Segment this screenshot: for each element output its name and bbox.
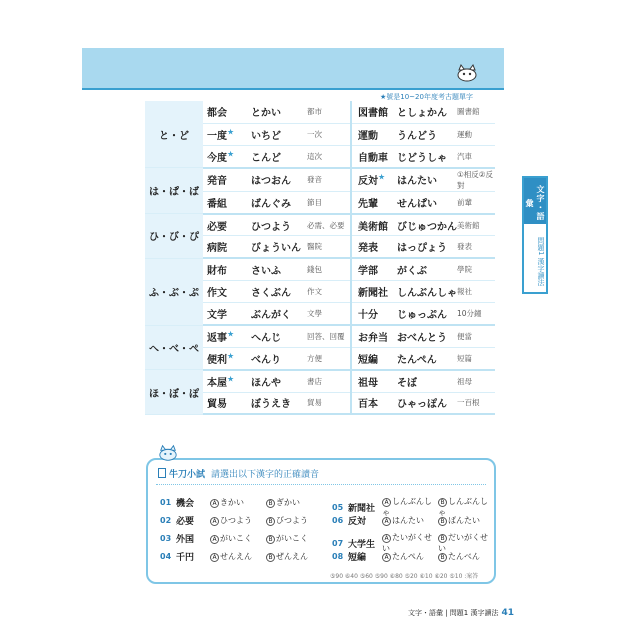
kanji-word: 作文 [207,288,227,300]
quiz-answers: ⑤90 ⑥40 ⑤60 ⑤90 ⑥80 ⑤20 ⑥10 ⑥20 ⑤10 :案答 [330,573,479,580]
quiz-divider [156,484,486,485]
reading: ひつよう [251,221,291,233]
meaning: 方便 [307,353,322,363]
reading: はつおん [251,176,291,188]
quiz-number: 05 [332,502,344,512]
reading-cell [251,347,307,369]
kanji-word: 美術館 [358,221,388,233]
reading-cell [397,347,457,369]
meaning: 回答、回覆 [307,332,345,342]
meaning: ①相反②反對 [457,169,493,190]
kanji-word-cell [351,325,397,347]
meaning: 作文 [307,287,322,297]
kanji-word: 短編 [358,354,378,366]
kanji-word: 今度 [207,152,227,164]
kanji-word-cell [351,281,397,303]
meaning-cell [457,214,495,236]
meaning-cell [457,123,495,145]
quiz-item [160,532,322,545]
reading-cell [251,214,307,236]
reading-cell [251,303,307,325]
reading: がくぶ [397,266,427,278]
cat-mascot-icon [456,64,478,82]
table-row [145,258,495,280]
reading: うんどう [397,130,437,142]
reading-cell [397,236,457,258]
option-a-marker: A [210,517,219,526]
meaning-cell [307,325,351,347]
option-b-marker: B [266,535,275,544]
legend-note: ★號是10~20年度考古題單字 [380,93,473,101]
kanji-word: 便利 [207,354,227,366]
meaning: 一次 [307,129,322,139]
kanji-word-cell [203,101,251,123]
reading: おべんとう [397,333,447,345]
reading-cell [251,191,307,213]
star-icon: ★ [227,149,235,159]
quiz-word: 大学生 [348,539,376,550]
kanji-word-cell [351,392,397,414]
option-b[interactable] [266,533,322,544]
kanji-word: 図書館 [358,108,388,120]
star-icon: ★ [227,351,235,361]
quiz-item [332,550,494,563]
meaning: 必需、必要 [307,220,345,230]
option-a[interactable] [382,551,438,562]
option-a-text: せんえん [220,552,252,561]
kanji-word: 返事 [207,333,227,345]
option-a[interactable] [210,551,266,562]
meaning: 書店 [307,376,322,386]
reading-cell [397,123,457,145]
table-row [145,325,495,347]
reading: ぼうえき [251,399,291,411]
reading-cell [397,303,457,325]
kanji-word-cell [203,325,251,347]
option-a-text: はんたい [392,516,424,525]
kanji-word: 本屋 [207,377,227,389]
reading-cell [397,325,457,347]
reading: ばんぐみ [251,198,291,210]
meaning: 美術館 [457,220,480,230]
quiz-instruction: 請選出以下漢字的正確讀音 [211,470,320,480]
meaning: 學院 [457,265,472,275]
reading: はっぴょう [397,243,447,255]
cat-mascot-icon [158,444,178,462]
reading: びじゅつかん [397,221,457,233]
kanji-word: 先輩 [358,198,378,210]
meaning: 前輩 [457,197,472,207]
kanji-word: 発表 [358,243,378,255]
kanji-word: 祖母 [358,377,378,389]
group-label: ふ・ぶ・ぷ [145,258,203,325]
reading: はんたい [397,176,437,188]
kanji-word: 自動車 [358,152,388,164]
meaning: 貿易 [307,398,322,408]
option-a-marker: A [382,553,391,562]
reading-cell [397,370,457,392]
meaning: 圖書館 [457,107,480,117]
quiz-word: 機会 [176,499,195,509]
reading: ほんや [251,377,281,389]
quiz-word: 短編 [348,553,367,563]
reading: じゅっぷん [397,310,447,322]
star-icon: ★ [227,329,235,339]
option-b[interactable] [438,551,494,562]
table-row [145,101,495,123]
reading: さいふ [251,266,281,278]
page-number: 41 [501,608,515,618]
kanji-word-cell [203,168,251,192]
quiz-word: 必要 [176,517,195,527]
reading: こんど [251,152,281,164]
table-row [145,168,495,192]
option-a-marker: A [382,498,391,507]
option-a-text: しんぶんしゃ [382,497,432,517]
option-b-text: しんぶんしゃ [438,497,488,517]
reading-cell [251,258,307,280]
meaning: 運動 [457,129,472,139]
kanji-word: 学部 [358,266,378,278]
kanji-word-cell [203,370,251,392]
meaning: 發表 [457,242,472,252]
meaning-cell [457,370,495,392]
kanji-word-cell [203,392,251,414]
kanji-word: 十分 [358,310,378,322]
meaning-cell [307,258,351,280]
meaning-cell [457,347,495,369]
meaning-cell [307,214,351,236]
kanji-word-cell [203,236,251,258]
reading-cell [397,258,457,280]
option-b-text: ばんたい [448,516,480,525]
reading: しんぶんしゃ [397,288,457,300]
reading: じどうしゃ [397,152,447,164]
meaning-cell [457,281,495,303]
option-a-text: きかい [220,498,244,507]
option-b[interactable] [266,515,322,526]
reading-cell [251,370,307,392]
kanji-word: 一度 [207,130,227,142]
reading-cell [397,146,457,168]
kanji-word-cell [351,123,397,145]
quiz-item [160,550,322,563]
kanji-word-cell [203,191,251,213]
kanji-word: 文学 [207,310,227,322]
kanji-word-cell [203,347,251,369]
meaning: 便當 [457,332,472,342]
kanji-word-cell [351,214,397,236]
option-a-text: がいこく [220,534,252,543]
kanji-word: お弁当 [358,333,388,345]
kanji-word-cell [351,370,397,392]
meaning: 這次 [307,151,322,161]
meaning-cell [307,392,351,414]
group-label: は・ぱ・ば [145,168,203,214]
kanji-word: 都会 [207,108,227,120]
kanji-word-cell [351,258,397,280]
star-icon: ★ [227,127,235,137]
option-a-marker: A [210,499,219,508]
option-a-text: ひつよう [220,516,252,525]
reading-cell [397,168,457,192]
kanji-word: 反対 [358,176,378,188]
option-a-marker: A [210,553,219,562]
kanji-word-cell [203,214,251,236]
quiz-word: 反対 [348,517,367,527]
reading: べんり [251,354,281,366]
option-b-marker: B [266,517,275,526]
meaning: 汽車 [457,151,472,161]
meaning-cell [307,168,351,192]
quiz-number: 04 [160,552,172,561]
meaning: 短篇 [457,353,472,363]
meaning-cell [457,303,495,325]
footer [408,608,514,618]
reading-cell [251,392,307,414]
star-icon: ★ [227,374,235,384]
meaning: 文學 [307,309,322,319]
option-b-marker: B [438,517,447,526]
meaning-cell [457,236,495,258]
option-b-text: びつよう [276,516,308,525]
vocab-table [145,101,495,415]
reading-cell [251,281,307,303]
quiz-number: 03 [160,534,172,543]
quiz-item [160,514,322,527]
group-label: へ・べ・ぺ [145,325,203,370]
reading: せんぱい [397,198,437,210]
reading-cell [397,214,457,236]
meaning: 報社 [457,287,472,297]
option-b[interactable] [438,515,494,526]
reading-cell [251,146,307,168]
meaning-cell [307,101,351,123]
quiz-number: 01 [160,498,172,507]
reading: へんじ [251,333,281,345]
reading-cell [397,281,457,303]
quiz-item [160,496,322,509]
kanji-word-cell [351,101,397,123]
meaning-cell [457,191,495,213]
reading: いちど [251,130,281,142]
option-b-text: がいこく [276,534,308,543]
meaning-cell [307,281,351,303]
option-b-marker: B [438,553,447,562]
meaning-cell [457,392,495,414]
option-a-marker: A [382,534,391,543]
meaning: 10分鐘 [457,309,482,319]
option-b-marker: B [266,499,275,508]
meaning: 發音 [307,175,322,185]
reading: ひゃっぽん [397,399,447,411]
option-a[interactable] [210,515,266,526]
meaning-cell [307,370,351,392]
meaning-cell [307,303,351,325]
kanji-word: 発音 [207,176,227,188]
meaning-cell [457,101,495,123]
option-b[interactable] [266,551,322,562]
kanji-word-cell [203,146,251,168]
star-icon: ★ [378,173,386,183]
option-b-marker: B [438,498,447,507]
reading-cell [251,168,307,192]
quiz-number: 07 [332,538,344,548]
reading: ぶんがく [251,310,291,322]
option-a-text: たいがくせい [382,533,432,553]
kanji-word-cell [203,258,251,280]
quiz-item [332,514,494,527]
quiz-title [158,467,319,480]
footer-text: 文字・語彙 | 問題1 漢字讀法 [408,609,499,617]
reading: そぼ [397,377,417,389]
reading-cell [251,123,307,145]
kanji-word: 必要 [207,221,227,233]
document-icon [158,468,166,478]
option-b-text: たんべん [448,552,480,561]
option-a[interactable] [210,533,266,544]
side-tab-section: 文字・語彙 [524,178,546,224]
option-b-text: ぜんえん [276,552,308,561]
reading-cell [397,392,457,414]
side-tab-subsection: 問題1 漢字讀法 [537,236,545,286]
meaning-cell [457,325,495,347]
quiz-word: 千円 [176,553,195,563]
kanji-word-cell [351,191,397,213]
kanji-word-cell [203,281,251,303]
option-a-marker: A [210,535,219,544]
option-b-marker: B [266,553,275,562]
option-b-marker: B [438,534,447,543]
group-label: ひ・び・ぴ [145,214,203,259]
quiz-number: 06 [332,516,344,525]
option-a-marker: A [382,517,391,526]
kanji-word: 貿易 [207,399,227,411]
meaning-cell [307,123,351,145]
meaning: 錢包 [307,265,322,275]
kanji-word: 病院 [207,243,227,255]
kanji-word-cell [203,303,251,325]
reading-cell [251,236,307,258]
kanji-word: 新聞社 [358,288,388,300]
kanji-word: 百本 [358,399,378,411]
quiz-word: 新聞社 [348,503,376,514]
quiz-number: 08 [332,552,344,561]
reading: としょかん [397,108,447,120]
reading-cell [251,101,307,123]
kanji-word-cell [351,146,397,168]
meaning: 醫院 [307,242,322,252]
reading: びょういん [251,243,301,255]
reading: たんぺん [397,354,437,366]
kanji-word: 運動 [358,130,378,142]
quiz-word: 外国 [176,535,195,545]
reading-cell [397,101,457,123]
meaning-cell [307,146,351,168]
reading: さくぶん [251,288,291,300]
reading-cell [251,325,307,347]
quiz-number: 02 [160,516,172,525]
group-label: ほ・ぼ・ぽ [145,370,203,415]
option-b[interactable] [266,497,322,508]
header-band [82,48,504,90]
kanji-word-cell [351,303,397,325]
side-tab [522,176,548,294]
meaning: 祖母 [457,376,472,386]
reading: とかい [251,108,281,120]
option-b-text: ぎかい [276,498,300,507]
meaning: 節目 [307,197,322,207]
option-a[interactable] [382,515,438,526]
table-row [145,214,495,236]
quiz-title-text: 牛刀小試 [169,470,206,480]
reading-cell [397,191,457,213]
option-a-text: たんぺん [392,552,424,561]
kanji-word-cell [351,236,397,258]
group-label: と・ど [145,101,203,168]
kanji-word: 番組 [207,198,227,210]
meaning: 都市 [307,107,322,117]
kanji-word-cell [351,168,397,192]
meaning-cell [307,347,351,369]
meaning-cell [307,191,351,213]
meaning-cell [457,146,495,168]
kanji-word-cell [351,347,397,369]
kanji-word: 財布 [207,266,227,278]
meaning-cell [457,258,495,280]
kanji-word-cell [203,123,251,145]
meaning: 一百根 [457,398,480,408]
table-row [145,370,495,392]
option-b-text: だいがくせい [438,533,488,553]
meaning-cell [307,236,351,258]
option-a[interactable] [210,497,266,508]
meaning-cell [457,168,495,192]
